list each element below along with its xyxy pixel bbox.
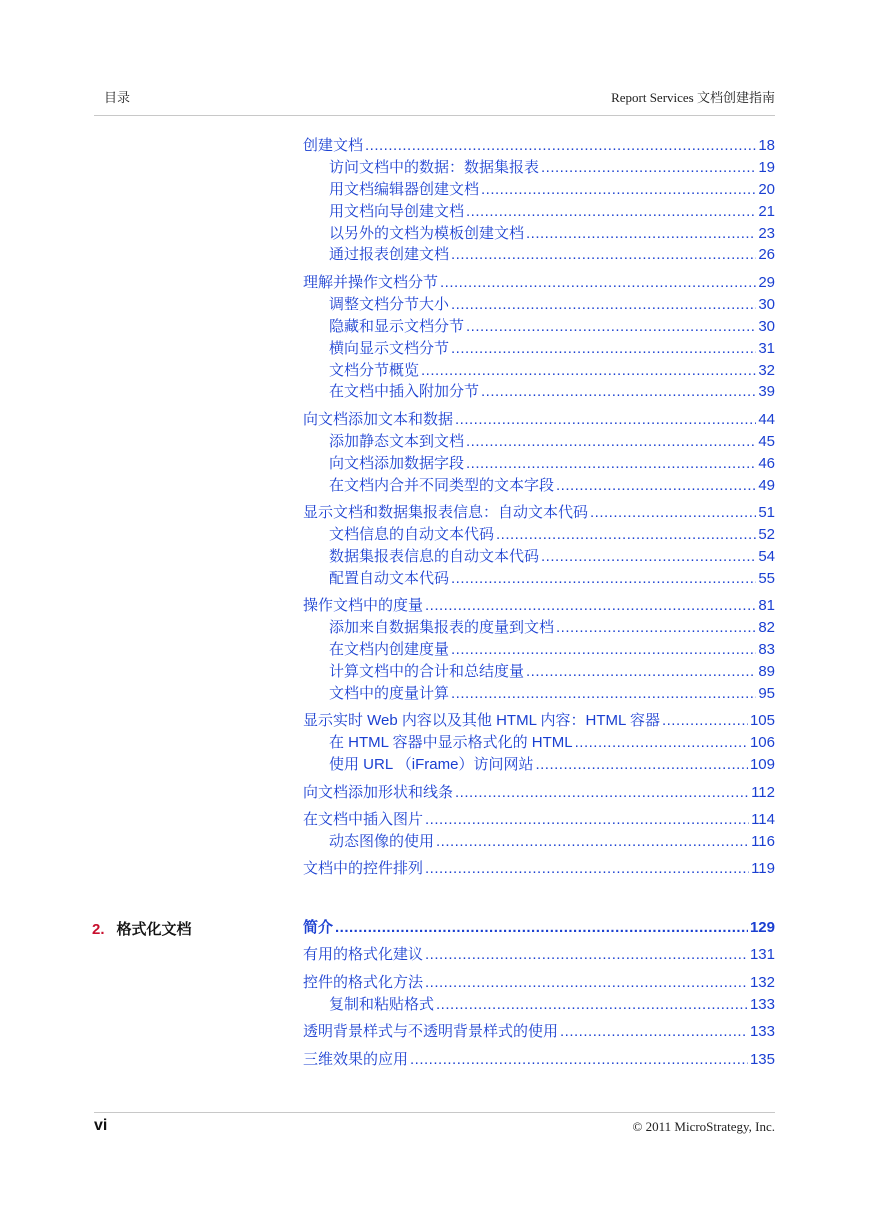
toc-entry-title: 横向显示文档分节: [329, 339, 450, 357]
toc-entry-page: 18: [758, 137, 775, 154]
toc-entry-title: 用文档编辑器创建文档: [329, 180, 480, 198]
toc-entry[interactable]: [303, 594, 775, 616]
toc-entry[interactable]: [303, 452, 775, 474]
toc-entry-page: 83: [758, 640, 775, 658]
toc-entry[interactable]: [303, 971, 775, 993]
toc-entry-page: 95: [758, 684, 775, 702]
copyright: © 2011 MicroStrategy, Inc.: [632, 1119, 775, 1134]
toc-chapter-2-list: [303, 916, 775, 1070]
toc-group: [303, 408, 775, 496]
toc-entry-title: 有用的格式化建议: [303, 946, 424, 964]
toc-entry-page: 31: [758, 339, 775, 357]
toc-entry-title: 以另外的文档为模板创建文档: [329, 224, 525, 242]
toc-entry-title: 向文档添加文本和数据: [303, 410, 454, 428]
toc-entry-page: 132: [749, 973, 775, 991]
toc-entry-page: 114: [751, 810, 775, 828]
toc-entry-page: 21: [758, 202, 775, 220]
toc-leader-dots: [455, 411, 756, 428]
toc-entry[interactable]: [303, 1048, 775, 1070]
toc-entry[interactable]: [303, 830, 775, 852]
footer-divider: [94, 1112, 775, 1113]
toc-leader-dots: [541, 548, 756, 565]
toc-entry-title: 通过报表创建文档: [329, 246, 450, 264]
toc-entry-page: 39: [758, 383, 775, 401]
toc-group: [303, 857, 775, 879]
toc-entry[interactable]: [303, 337, 775, 359]
toc-entry-page: 129: [749, 919, 775, 936]
chapter-title: 格式化文档: [116, 921, 192, 938]
toc-entry-title: 在文档内创建度量: [329, 640, 450, 658]
toc-entry[interactable]: [303, 156, 775, 178]
toc-entry-page: 133: [749, 995, 775, 1013]
toc-entry-page: 32: [758, 361, 775, 379]
toc-leader-dots: [425, 597, 756, 614]
toc-leader-dots: [436, 833, 749, 850]
toc-leader-dots: [440, 274, 756, 291]
toc-entry-title: 向文档添加形状和线条: [303, 783, 454, 801]
toc-entry-title: 文档中的度量计算: [329, 684, 450, 702]
toc-entry[interactable]: [303, 134, 775, 156]
toc-entry[interactable]: [303, 638, 775, 660]
toc-leader-dots: [451, 685, 756, 702]
toc-entry-title: 添加来自数据集报表的度量到文档: [329, 619, 555, 637]
toc-entry[interactable]: [303, 1020, 775, 1042]
toc-entry-page: 116: [751, 832, 775, 850]
toc-entry-title: 三维效果的应用: [303, 1050, 409, 1068]
toc-entry-title: 访问文档中的数据：数据集报表: [329, 158, 540, 176]
toc-entry-page: 119: [751, 860, 775, 878]
toc-entry-title: 用文档向导创建文档: [329, 202, 465, 220]
toc-leader-dots: [410, 1051, 748, 1068]
toc-entry-title: 创建文档: [303, 137, 364, 154]
toc-leader-dots: [590, 504, 756, 521]
toc-entry-page: 133: [749, 1023, 775, 1041]
toc-leader-dots: [526, 663, 756, 680]
toc-leader-dots: [575, 734, 748, 751]
toc-entry[interactable]: [303, 408, 775, 430]
toc-group: [303, 271, 775, 402]
toc-entry[interactable]: [303, 660, 775, 682]
toc-entry-page: 81: [758, 597, 775, 615]
toc-leader-dots: [425, 860, 749, 877]
toc-leader-dots: [365, 137, 756, 154]
toc-leader-dots: [526, 225, 756, 242]
toc-entry-page: 109: [749, 756, 775, 774]
toc-group: [303, 1020, 775, 1042]
chapter-heading: [92, 918, 192, 939]
toc-entry[interactable]: [303, 781, 775, 803]
toc-chapter-1-list: [303, 134, 775, 879]
toc-entry[interactable]: [303, 731, 775, 753]
toc-entry-title: 计算文档中的合计和总结度量: [329, 662, 525, 680]
toc-entry-page: 54: [758, 547, 775, 565]
toc-group: [303, 709, 775, 775]
toc-leader-dots: [466, 203, 756, 220]
chapter-number: 2.: [92, 921, 105, 938]
toc-entry-title: 显示实时 Web 内容以及其他 HTML 内容：HTML 容器: [303, 712, 660, 730]
toc-entry-title: 文档中的控件排列: [303, 860, 424, 878]
toc-group: [303, 501, 775, 589]
toc-entry-page: 30: [758, 317, 775, 335]
toc-entry-title: 在 HTML 容器中显示格式化的 HTML: [329, 734, 573, 752]
toc-leader-dots: [451, 296, 756, 313]
toc-leader-dots: [421, 362, 756, 379]
toc-entry-page: 106: [749, 734, 775, 752]
toc-entry[interactable]: [303, 293, 775, 315]
toc-entry-title: 配置自动文本代码: [329, 569, 450, 587]
toc-entry-page: 52: [758, 525, 775, 543]
toc-group: [303, 943, 775, 965]
header-section-label: 目录: [104, 91, 131, 106]
toc-leader-dots: [451, 641, 756, 658]
toc-leader-dots: [541, 159, 756, 176]
toc-leader-dots: [556, 619, 756, 636]
toc-entry-title: 控件的格式化方法: [303, 973, 424, 991]
toc-group: [303, 971, 775, 1015]
toc-group: [303, 808, 775, 852]
toc-entry[interactable]: [303, 315, 775, 337]
toc-entry[interactable]: [303, 916, 775, 938]
toc-leader-dots: [556, 477, 756, 494]
toc-entry-title: 在文档内合并不同类型的文本字段: [329, 476, 555, 494]
toc-entry-title: 调整文档分节大小: [329, 295, 450, 313]
toc-entry[interactable]: [303, 222, 775, 244]
toc-leader-dots: [451, 246, 756, 263]
toc-entry[interactable]: [303, 430, 775, 452]
toc-entry-title: 文档分节概览: [329, 361, 420, 379]
toc-leader-dots: [496, 526, 756, 543]
toc-leader-dots: [662, 712, 748, 729]
toc-entry-page: 51: [758, 504, 775, 522]
toc-entry-page: 20: [758, 180, 775, 198]
toc-entry-title: 添加静态文本到文档: [329, 432, 465, 450]
toc-entry-title: 动态图像的使用: [329, 832, 435, 850]
toc-entry[interactable]: [303, 474, 775, 496]
toc-leader-dots: [481, 181, 756, 198]
toc-entry-title: 在文档中插入附加分节: [329, 383, 480, 401]
toc-entry-page: 89: [758, 662, 775, 680]
toc-entry-page: 26: [758, 246, 775, 264]
toc-leader-dots: [425, 946, 748, 963]
toc-leader-dots: [466, 318, 756, 335]
toc-entry[interactable]: [303, 380, 775, 402]
toc-entry-title: 隐藏和显示文档分节: [329, 317, 465, 335]
toc-group: [303, 781, 775, 803]
toc-entry[interactable]: [303, 993, 775, 1015]
toc-entry-title: 复制和粘贴格式: [329, 995, 435, 1013]
toc-leader-dots: [466, 455, 756, 472]
toc-leader-dots: [481, 383, 756, 400]
toc-entry[interactable]: [303, 709, 775, 731]
toc-entry[interactable]: [303, 243, 775, 265]
toc-entry[interactable]: [303, 808, 775, 830]
toc-entry[interactable]: [303, 523, 775, 545]
toc-entry[interactable]: [303, 359, 775, 381]
toc-entry[interactable]: [303, 545, 775, 567]
toc-entry[interactable]: [303, 501, 775, 523]
toc-entry-page: 29: [758, 273, 775, 291]
toc-entry-title: 显示文档和数据集报表信息：自动文本代码: [303, 504, 589, 522]
toc-entry-title: 透明背景样式与不透明背景样式的使用: [303, 1023, 559, 1041]
toc-entry-page: 55: [758, 569, 775, 587]
toc-group: [303, 916, 775, 938]
toc-leader-dots: [466, 433, 756, 450]
toc-entry[interactable]: [303, 753, 775, 775]
toc-entry[interactable]: [303, 616, 775, 638]
toc-leader-dots: [535, 756, 748, 773]
toc-entry-page: 135: [749, 1050, 775, 1068]
page-number: vi: [94, 1117, 108, 1134]
toc-entry[interactable]: [303, 178, 775, 200]
toc-entry[interactable]: [303, 271, 775, 293]
toc-entry-title: 使用 URL （iFrame）访问网站: [329, 756, 534, 774]
toc-entry-page: 112: [751, 783, 775, 801]
toc-leader-dots: [455, 784, 749, 801]
toc-group: [303, 134, 775, 265]
toc-leader-dots: [425, 811, 749, 828]
toc-leader-dots: [436, 996, 748, 1013]
toc-entry[interactable]: [303, 857, 775, 879]
toc-group: [303, 594, 775, 703]
toc-leader-dots: [451, 340, 756, 357]
toc-entry[interactable]: [303, 943, 775, 965]
toc-entry-page: 131: [749, 946, 775, 964]
toc-entry-page: 46: [758, 454, 775, 472]
toc-entry-title: 文档信息的自动文本代码: [329, 525, 495, 543]
toc-leader-dots: [560, 1023, 748, 1040]
toc-leader-dots: [425, 974, 748, 991]
toc-entry[interactable]: [303, 682, 775, 704]
toc-entry-page: 49: [758, 476, 775, 494]
header-book-title: Report Services 文档创建指南: [611, 90, 775, 105]
toc-leader-dots: [335, 919, 748, 936]
toc-entry-title: 在文档中插入图片: [303, 810, 424, 828]
toc-group: [303, 1048, 775, 1070]
toc-entry[interactable]: [303, 567, 775, 589]
header-divider: [94, 115, 775, 116]
toc-entry-page: 82: [758, 619, 775, 637]
toc-entry-title: 向文档添加数据字段: [329, 454, 465, 472]
toc-entry-page: 45: [758, 432, 775, 450]
toc-entry-page: 19: [758, 158, 775, 176]
toc-entry-title: 简介: [303, 919, 334, 936]
toc-entry-page: 23: [758, 224, 775, 242]
toc-entry-title: 理解并操作文档分节: [303, 273, 439, 291]
toc-entry-page: 44: [758, 410, 775, 428]
toc-leader-dots: [451, 570, 756, 587]
toc-entry-title: 操作文档中的度量: [303, 597, 424, 615]
toc-entry-page: 30: [758, 295, 775, 313]
toc-entry-title: 数据集报表信息的自动文本代码: [329, 547, 540, 565]
toc-entry-page: 105: [749, 712, 775, 730]
toc-entry[interactable]: [303, 200, 775, 222]
